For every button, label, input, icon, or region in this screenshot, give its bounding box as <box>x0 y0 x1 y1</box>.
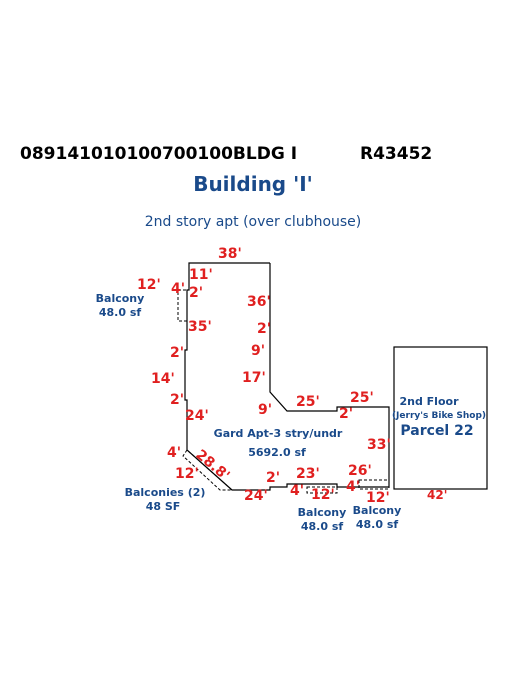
dim-24b: 24' <box>244 488 268 504</box>
dim-17: 17' <box>242 370 266 386</box>
dim-33: 33' <box>367 437 391 453</box>
balconies-name: Balconies (2) <box>124 486 206 499</box>
parcel-id: 089141010100700100BLDG I <box>20 144 298 164</box>
dim-2d: 2' <box>170 392 185 408</box>
balcony-left-area: 48.0 sf <box>98 306 142 319</box>
dim-42: 42' <box>427 488 448 502</box>
parcel-shop: (Jerry's Bike Shop) <box>391 411 487 421</box>
dim-4d: 4' <box>346 479 361 495</box>
balcony-right-name: Balcony <box>352 504 402 517</box>
balcony-right-area: 48.0 sf <box>355 518 399 531</box>
dim-4c: 4' <box>290 483 305 499</box>
dim-2f: 2' <box>266 470 281 486</box>
balcony-left-name: Balcony <box>95 292 145 305</box>
building-title: Building 'I' <box>193 172 313 196</box>
main-area-size: 5692.0 sf <box>248 446 306 459</box>
dim-26: 26' <box>348 463 372 479</box>
dim-14: 14' <box>151 371 175 387</box>
dim-28-8: 28.8' <box>192 446 233 485</box>
dim-12c: 12' <box>311 487 335 503</box>
dim-4b: 4' <box>167 445 182 461</box>
dim-11: 11' <box>189 267 213 283</box>
dim-36: 36' <box>247 294 271 310</box>
main-area-name: Gard Apt-3 stry/undr <box>213 427 343 440</box>
dim-12b: 12' <box>175 466 199 482</box>
dim-24a: 24' <box>185 408 209 424</box>
dim-4a: 4' <box>171 281 186 297</box>
dim-2a: 2' <box>189 285 204 301</box>
dim-9b: 9' <box>258 402 273 418</box>
parcel-name: Parcel 22 <box>400 423 474 439</box>
balcony-right-outline <box>359 480 389 489</box>
dim-12d: 12' <box>366 490 390 506</box>
building-subtitle: 2nd story apt (over clubhouse) <box>144 214 362 230</box>
dim-25b: 25' <box>350 390 374 406</box>
dim-12a: 12' <box>137 277 161 293</box>
dim-2c: 2' <box>170 345 185 361</box>
dim-2b: 2' <box>257 321 272 337</box>
dim-23: 23' <box>296 466 320 482</box>
record-number: R43452 <box>360 144 433 164</box>
dim-25a: 25' <box>296 394 320 410</box>
parcel-floor: 2nd Floor <box>399 395 459 408</box>
dim-2e: 2' <box>339 406 354 422</box>
balcony-mid-area: 48.0 sf <box>300 520 344 533</box>
balconies-area: 48 SF <box>145 500 181 513</box>
balcony-mid-name: Balcony <box>297 506 347 519</box>
dim-top: 38' <box>218 246 242 262</box>
dim-35: 35' <box>188 319 212 335</box>
dim-9a: 9' <box>251 343 266 359</box>
